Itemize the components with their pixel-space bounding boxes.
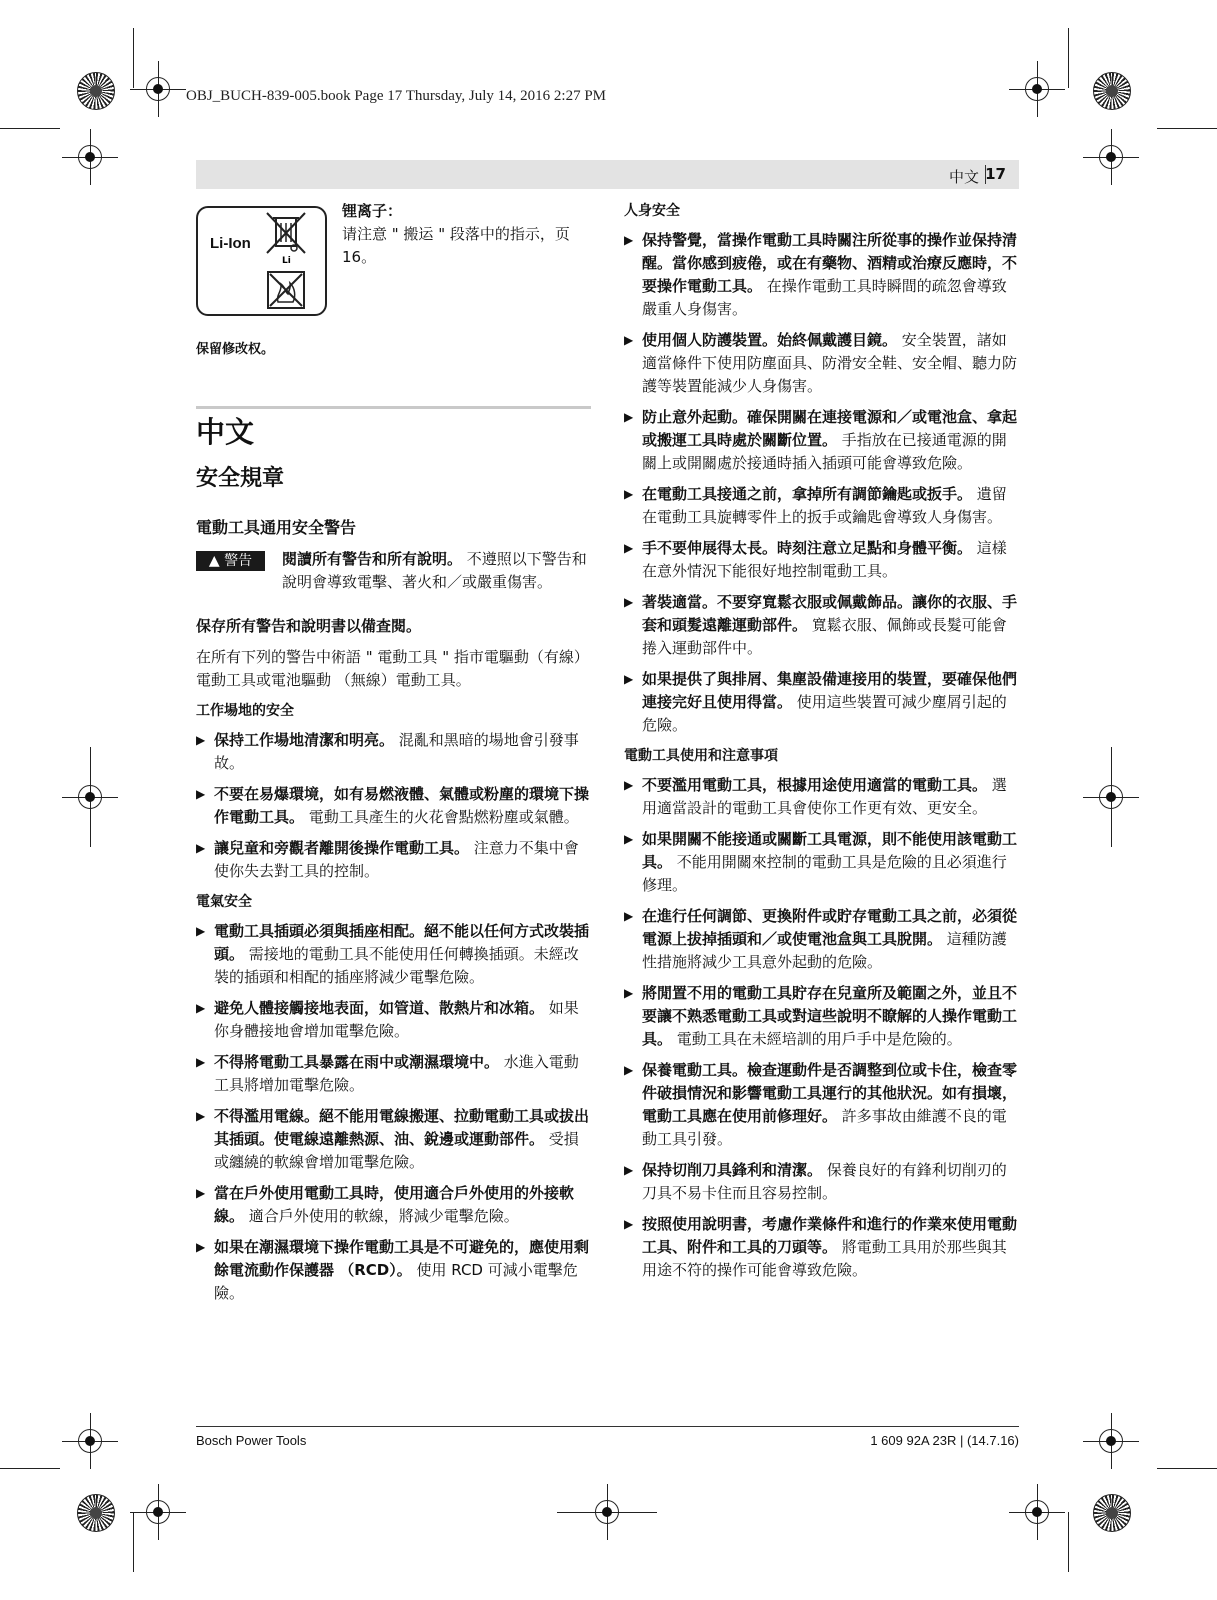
page-number: 17 bbox=[985, 165, 1006, 183]
work-area-heading: 工作場地的安全 bbox=[196, 703, 294, 719]
list-item: ▶ 防止意外起動。確保開關在連接電源和／或電池盒、拿起或搬運工具時處於關斷位置。 手指放在已接通電源的開關上或開關處於接通時插入插頭可能會導致危險。 bbox=[624, 408, 1018, 472]
bullet-arrow-icon: ▶ bbox=[196, 1186, 206, 1200]
bullet-arrow-icon: ▶ bbox=[196, 1109, 206, 1123]
work-area-list bbox=[196, 729, 591, 883]
bullet-arrow-icon: ▶ bbox=[624, 1163, 634, 1177]
list-item: ▶ 如果開關不能接通或關斷工具電源，則不能使用該電動工具。 不能用開關來控制的電動工具是危險的且必須進行修理。 bbox=[624, 830, 1018, 894]
warning-badge bbox=[196, 551, 265, 571]
list-item: ▶ 讓兒童和旁觀者離開後操作電動工具。 注意力不集中會使你失去對工具的控制。 bbox=[196, 839, 579, 880]
list-item: ▶ 如果提供了與排屑、集塵設備連接用的裝置，要確保他們連接完好且使用得當。 使用這些裝置可減少塵屑引起的危險。 bbox=[624, 670, 1018, 734]
list-item: ▶ 按照使用說明書，考慮作業條件和進行的作業來使用電動工具、附件和工具的刀頭等。 將電動工具用於那些與其用途不符的操作可能會導致危險。 bbox=[624, 1215, 1018, 1279]
li-sub-label: Li bbox=[282, 256, 291, 266]
general-warnings-heading: 電動工具通用安全警告 bbox=[196, 518, 357, 537]
tool-use-list bbox=[624, 774, 1019, 1282]
battery-text: 请注意 " 搬运 " 段落中的指示，页 16。 bbox=[342, 225, 570, 266]
bullet-arrow-icon: ▶ bbox=[624, 410, 634, 424]
battery-disposal-box bbox=[196, 206, 327, 316]
list-item: ▶ 不得將電動工具暴露在雨中或潮濕環境中。 水進入電動工具將增加電擊危險。 bbox=[196, 1053, 579, 1094]
warning-triangle-icon: ▲ bbox=[208, 553, 225, 569]
list-item: ▶ 保持警覺，當操作電動工具時關注所從事的操作並保持清醒。當你感到疲倦，或在有藥物、酒精或治療反應時，不要操作電動工具。 在操作電動工具時瞬間的疏忽會導致嚴重人身傷害。 bbox=[624, 231, 1018, 318]
list-item: ▶ 如果在潮濕環境下操作電動工具是不可避免的，應使用剩餘電流動作保護器 （RCD）。 使用 RCD 可減小電擊危險。 bbox=[196, 1238, 590, 1302]
list-item: ▶ 保持切削刀具鋒利和清潔。 保養良好的有鋒利切削刃的刀具不易卡住而且容易控制。 bbox=[624, 1161, 1007, 1202]
battery-title: 锂离子： bbox=[342, 202, 403, 220]
crossed-bin-icon bbox=[264, 210, 310, 266]
list-item: ▶ 手不要伸展得太長。時刻注意立足點和身體平衡。 這樣在意外情況下能很好地控制電動工具。 bbox=[624, 539, 1007, 580]
term-note: 在所有下列的警告中術語 " 電動工具 " 指市電驅動（有線）電動工具或電池驅動 （無線）電動工具。 bbox=[196, 648, 589, 689]
print-info-line: OBJ_BUCH-839-005.book Page 17 Thursday, July 14, 2016 2:27 PM bbox=[186, 88, 607, 104]
bullet-arrow-icon: ▶ bbox=[196, 924, 206, 938]
bullet-arrow-icon: ▶ bbox=[196, 841, 206, 855]
footer-doc-code: 1 609 92A 23R | (14.7.16) bbox=[870, 1433, 1019, 1448]
bullet-arrow-icon: ▶ bbox=[624, 595, 634, 609]
li-ion-label: Li-Ion bbox=[210, 235, 251, 252]
list-item: ▶ 當在戶外使用電動工具時，使用適合戶外使用的外接軟線。 適合戶外使用的軟線，將減少電擊危險。 bbox=[196, 1184, 575, 1225]
bullet-arrow-icon: ▶ bbox=[624, 909, 634, 923]
bullet-arrow-icon: ▶ bbox=[196, 1055, 206, 1069]
personal-safety-list bbox=[624, 229, 1019, 737]
list-item: ▶ 在電動工具接通之前，拿掉所有調節鑰匙或扳手。 遺留在電動工具旋轉零件上的扳手或鑰匙會導致人身傷害。 bbox=[624, 485, 1007, 526]
footer-rule bbox=[196, 1426, 1019, 1427]
bullet-arrow-icon: ▶ bbox=[196, 787, 206, 801]
list-item: ▶ 不要在易爆環境，如有易燃液體、氣體或粉塵的環境下操作電動工具。 電動工具產生的火花會點燃粉塵或氣體。 bbox=[196, 785, 590, 826]
bullet-arrow-icon: ▶ bbox=[196, 1240, 206, 1254]
page-header bbox=[196, 160, 1019, 189]
tool-use-heading: 電動工具使用和注意事項 bbox=[624, 748, 778, 764]
save-note: 保存所有警告和說明書以備查閱。 bbox=[196, 617, 422, 635]
list-item: ▶ 不要濫用電動工具，根據用途使用適當的電動工具。 選用適當設計的電動工具會使你工作更有效、更安全。 bbox=[624, 776, 1007, 817]
personal-safety-heading: 人身安全 bbox=[624, 203, 680, 219]
battery-note bbox=[342, 200, 587, 269]
registration-wheel-icon bbox=[1093, 1494, 1131, 1532]
bullet-arrow-icon: ▶ bbox=[624, 1063, 634, 1077]
bullet-arrow-icon: ▶ bbox=[624, 1217, 634, 1231]
reserved-note: 保留修改权。 bbox=[196, 342, 275, 357]
bullet-arrow-icon: ▶ bbox=[624, 233, 634, 247]
registration-wheel-icon bbox=[77, 72, 115, 110]
warning-bold: 閱讀所有警告和所有說明。 bbox=[282, 550, 463, 568]
bullet-arrow-icon: ▶ bbox=[624, 487, 634, 501]
electrical-list bbox=[196, 920, 591, 1305]
right-column bbox=[624, 200, 1019, 1290]
header-language: 中文 bbox=[948, 168, 979, 186]
bullet-arrow-icon: ▶ bbox=[196, 733, 206, 747]
list-item: ▶ 避免人體接觸接地表面，如管道、散熱片和冰箱。 如果你身體接地會增加電擊危險。 bbox=[196, 999, 579, 1040]
list-item: ▶ 將閒置不用的電動工具貯存在兒童所及範圍之外，並且不要讓不熟悉電動工具或對這些說明不瞭解的人操作電動工具。 電動工具在未經培訓的用戶手中是危險的。 bbox=[624, 984, 1018, 1048]
bullet-arrow-icon: ▶ bbox=[624, 672, 634, 686]
registration-wheel-icon bbox=[1093, 72, 1131, 110]
warning-badge-label: 警告 bbox=[224, 553, 253, 569]
bullet-arrow-icon: ▶ bbox=[196, 1001, 206, 1015]
warning-text bbox=[282, 548, 591, 594]
section-language-heading: 中文 bbox=[196, 415, 255, 449]
list-item: ▶ 保養電動工具。檢查運動件是否調整到位或卡住，檢查零件破損情況和影響電動工具運行的其他狀況。如有損壞，電動工具應在使用前修理好。 許多事故由維護不良的電動工具引發。 bbox=[624, 1061, 1018, 1148]
warning-block bbox=[196, 548, 591, 594]
section-divider bbox=[196, 406, 591, 409]
left-flow bbox=[196, 615, 591, 1313]
no-fire-icon bbox=[266, 270, 306, 310]
list-item: ▶ 保持工作場地清潔和明亮。 混亂和黑暗的場地會引發事故。 bbox=[196, 731, 579, 772]
bullet-arrow-icon: ▶ bbox=[624, 541, 634, 555]
list-item: ▶ 電動工具插頭必須與插座相配。絕不能以任何方式改裝插頭。 需接地的電動工具不能使用任何轉換插頭。未經改裝的插頭和相配的插座將減少電擊危險。 bbox=[196, 922, 590, 986]
list-item: ▶ 在進行任何調節、更換附件或貯存電動工具之前，必須從電源上拔掉插頭和／或使電池盒與工具脫開。 這種防護性措施將減少工具意外起動的危險。 bbox=[624, 907, 1018, 971]
bullet-arrow-icon: ▶ bbox=[624, 778, 634, 792]
safety-heading: 安全規章 bbox=[196, 466, 285, 491]
list-item: ▶ 使用個人防護裝置。始終佩戴護目鏡。 安全裝置，諸如適當條件下使用防塵面具、防滑安全鞋、安全帽、聽力防護等裝置能減少人身傷害。 bbox=[624, 331, 1018, 395]
footer-brand: Bosch Power Tools bbox=[196, 1433, 307, 1448]
warning-body: 不遵照以下警告和說明會導致電擊、著火和／或嚴重傷害。 bbox=[282, 550, 587, 591]
bullet-arrow-icon: ▶ bbox=[624, 986, 634, 1000]
bullet-arrow-icon: ▶ bbox=[624, 333, 634, 347]
bullet-arrow-icon: ▶ bbox=[624, 832, 634, 846]
list-item: ▶ 不得濫用電線。絕不能用電線搬運、拉動電動工具或拔出其插頭。使電線遠離熱源、油、銳邊或運動部件。 受損或纏繞的軟線會增加電擊危險。 bbox=[196, 1107, 590, 1171]
registration-wheel-icon bbox=[77, 1494, 115, 1532]
list-item: ▶ 著裝適當。不要穿寬鬆衣服或佩戴飾品。讓你的衣服、手套和頭髮遠離運動部件。 寬鬆衣服、佩飾或長髮可能會捲入運動部件中。 bbox=[624, 593, 1018, 657]
electrical-heading: 電氣安全 bbox=[196, 894, 252, 910]
